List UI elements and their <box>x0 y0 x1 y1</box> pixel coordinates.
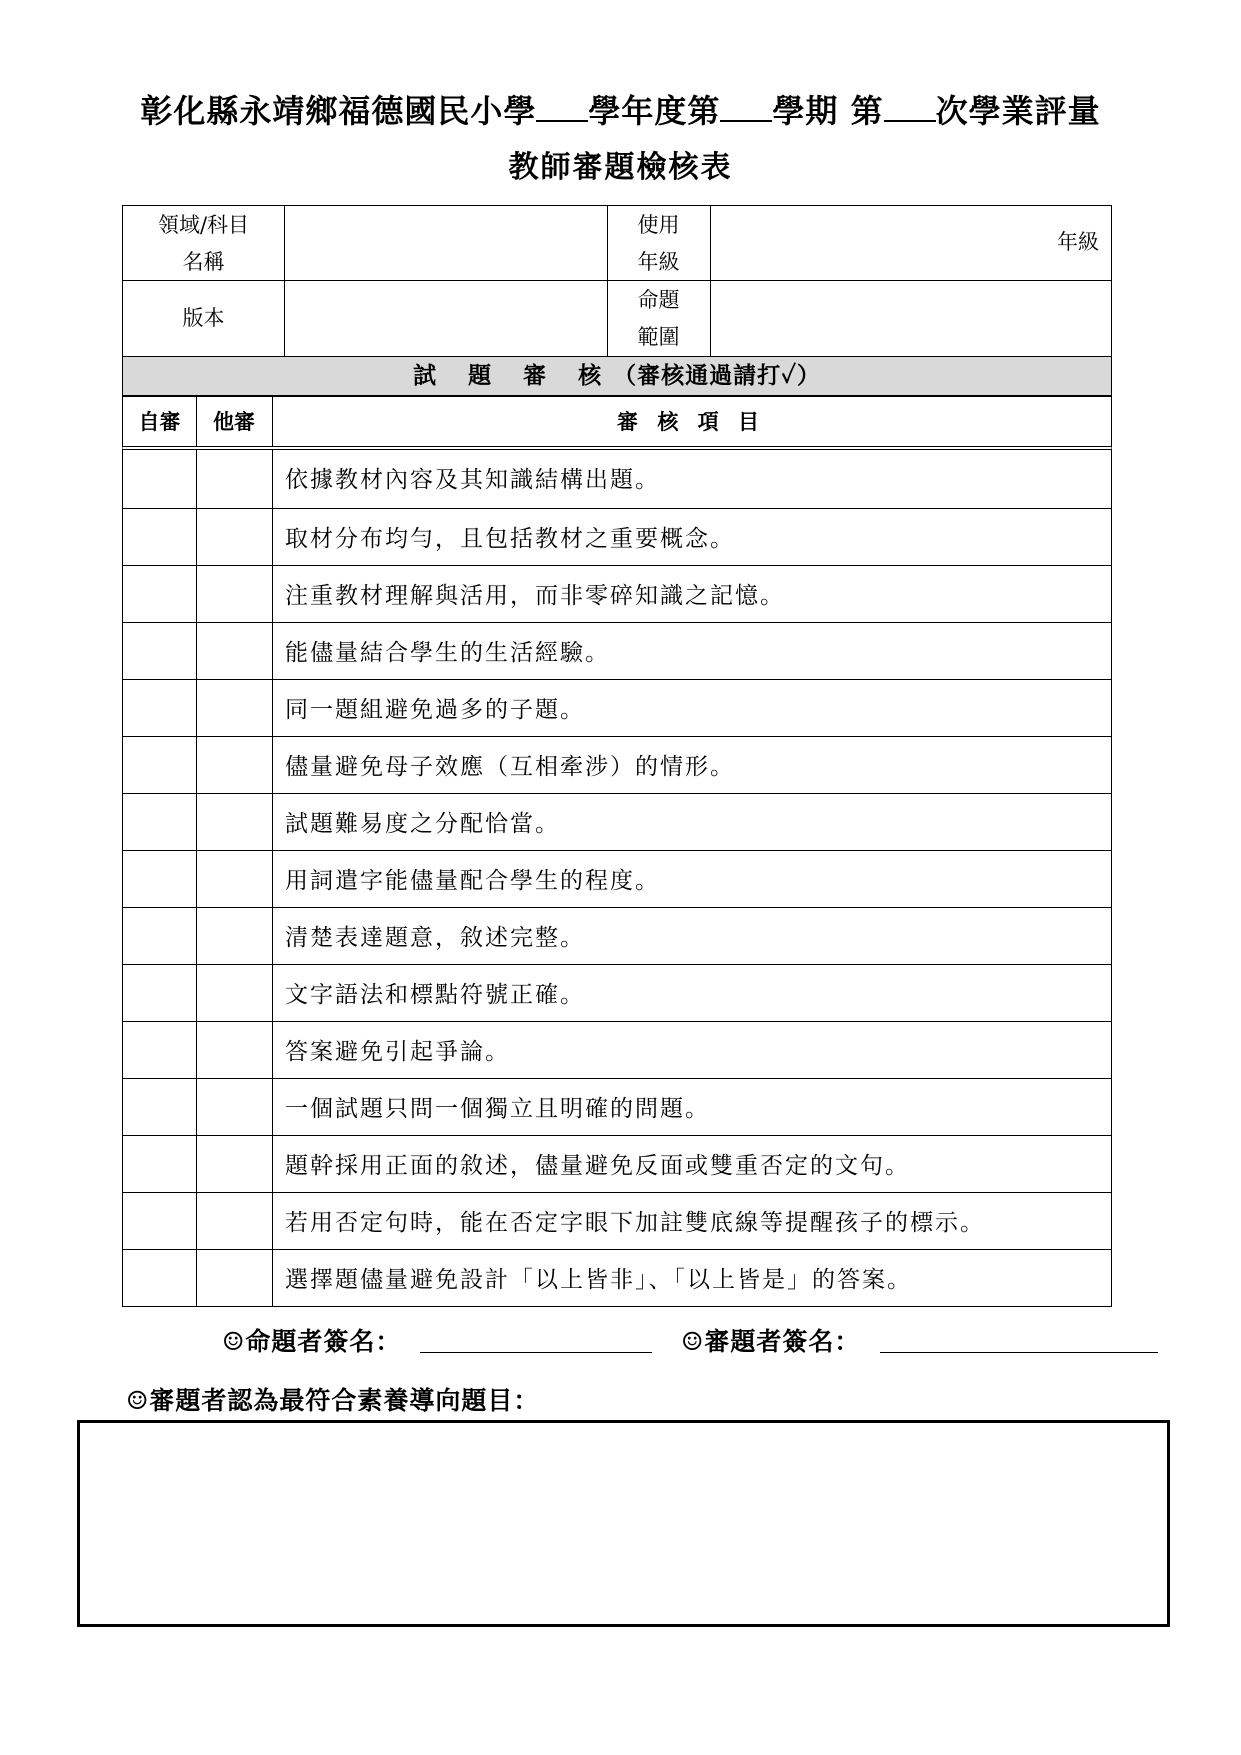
review-item-text: 取材分布均勻，且包括教材之重要概念。 <box>285 526 735 552</box>
self-check-cell[interactable] <box>123 1250 197 1306</box>
self-check-cell[interactable] <box>123 450 197 508</box>
table-row <box>123 907 1111 964</box>
edition-field[interactable] <box>284 281 607 357</box>
peer-check-cell[interactable] <box>196 1250 273 1306</box>
review-item-text: 答案避免引起爭論。 <box>285 1039 510 1065</box>
peer-check-cell[interactable] <box>196 851 273 907</box>
grade-field[interactable] <box>710 206 1110 280</box>
review-section-header: 試 題 審 核（審核通過請打✓） <box>122 356 1112 396</box>
self-check-cell[interactable] <box>123 623 197 679</box>
review-items-table <box>122 450 1112 1307</box>
table-row <box>123 1021 1111 1078</box>
grade-suffix: 年級 <box>1057 230 1099 254</box>
review-item-text: 同一題組避免過多的子題。 <box>285 697 585 723</box>
table-row <box>123 1135 1111 1192</box>
review-item-text: 文字語法和標點符號正確。 <box>285 982 585 1008</box>
author-signature-label: ☺命題者簽名： <box>222 1327 402 1356</box>
peer-check-cell[interactable] <box>196 794 273 850</box>
peer-check-cell[interactable] <box>196 450 273 508</box>
review-item-text: 依據教材內容及其知識結構出題。 <box>285 467 660 493</box>
peer-check-cell[interactable] <box>196 509 273 565</box>
table-row <box>123 622 1111 679</box>
document-title: 彰化縣永靖鄉福德國民小學 學年度第 學期 第 次學業評量 <box>140 92 1101 130</box>
self-check-cell[interactable] <box>123 1079 197 1135</box>
reviewer-signature-line[interactable] <box>880 1352 1158 1353</box>
table-row <box>123 1192 1111 1249</box>
review-column-headers <box>122 396 1112 450</box>
peer-check-cell[interactable] <box>196 1079 273 1135</box>
info-table <box>122 205 1112 358</box>
table-row <box>123 508 1111 565</box>
subject-label: 領域/科目 名稱 <box>157 213 250 274</box>
table-row <box>123 850 1111 907</box>
col-peer-review: 他審 <box>213 409 255 434</box>
document-subtitle: 教師審題檢核表 <box>508 150 733 185</box>
peer-check-cell[interactable] <box>196 737 273 793</box>
review-item-text: 能儘量結合學生的生活經驗。 <box>285 640 610 666</box>
self-check-cell[interactable] <box>123 1136 197 1192</box>
literacy-question-label: ☺審題者認為最符合素養導向題目： <box>126 1386 540 1415</box>
review-item-text: 試題難易度之分配恰當。 <box>285 811 560 837</box>
review-item-text: 若用否定句時，能在否定字眼下加註雙底線等提醒孩子的標示。 <box>285 1210 985 1236</box>
self-check-cell[interactable] <box>123 1193 197 1249</box>
review-item-text: 注重教材理解與活用，而非零碎知識之記憶。 <box>285 583 785 609</box>
literacy-question-box[interactable] <box>77 1420 1170 1627</box>
peer-check-cell[interactable] <box>196 1193 273 1249</box>
author-signature-line[interactable] <box>420 1352 652 1353</box>
review-item-text: 儘量避免母子效應（互相牽涉）的情形。 <box>285 754 735 780</box>
peer-check-cell[interactable] <box>196 965 273 1021</box>
peer-check-cell[interactable] <box>196 566 273 622</box>
review-item-text: 選擇題儘量避免設計「以上皆非」、「以上皆是」的答案。 <box>285 1267 912 1293</box>
peer-check-cell[interactable] <box>196 1022 273 1078</box>
grade-label: 使用 年級 <box>637 213 680 274</box>
peer-check-cell[interactable] <box>196 623 273 679</box>
self-check-cell[interactable] <box>123 509 197 565</box>
subject-field[interactable] <box>284 206 607 280</box>
review-item-text: 清楚表達題意，敘述完整。 <box>285 925 585 951</box>
table-row <box>123 793 1111 850</box>
col-self-review: 自審 <box>138 409 181 434</box>
self-check-cell[interactable] <box>123 965 197 1021</box>
review-item-text: 用詞遣字能儘量配合學生的程度。 <box>285 868 660 894</box>
self-check-cell[interactable] <box>123 566 197 622</box>
self-check-cell[interactable] <box>123 908 197 964</box>
peer-check-cell[interactable] <box>196 1136 273 1192</box>
self-check-cell[interactable] <box>123 1022 197 1078</box>
table-row <box>123 565 1111 622</box>
exam-number-blank[interactable] <box>884 94 936 122</box>
review-item-text: 題幹採用正面的敘述，儘量避免反面或雙重否定的文句。 <box>285 1153 910 1179</box>
table-row <box>123 450 1111 508</box>
table-row <box>123 964 1111 1021</box>
scope-field[interactable] <box>710 281 1110 357</box>
peer-check-cell[interactable] <box>196 908 273 964</box>
edition-label: 版本 <box>182 306 225 330</box>
self-check-cell[interactable] <box>123 737 197 793</box>
scope-label: 命題 範圍 <box>637 288 680 349</box>
semester-blank[interactable] <box>720 94 772 122</box>
self-check-cell[interactable] <box>123 794 197 850</box>
table-row <box>123 679 1111 736</box>
review-item-text: 一個試題只問一個獨立且明確的問題。 <box>285 1096 710 1122</box>
table-row <box>123 1249 1111 1306</box>
self-check-cell[interactable] <box>123 851 197 907</box>
table-row <box>123 1078 1111 1135</box>
col-review-items: 審 核 項 目 <box>617 409 765 434</box>
peer-check-cell[interactable] <box>196 680 273 736</box>
table-row <box>123 736 1111 793</box>
year-blank[interactable] <box>536 94 588 122</box>
self-check-cell[interactable] <box>123 680 197 736</box>
reviewer-signature-label: ☺審題者簽名： <box>681 1327 861 1356</box>
